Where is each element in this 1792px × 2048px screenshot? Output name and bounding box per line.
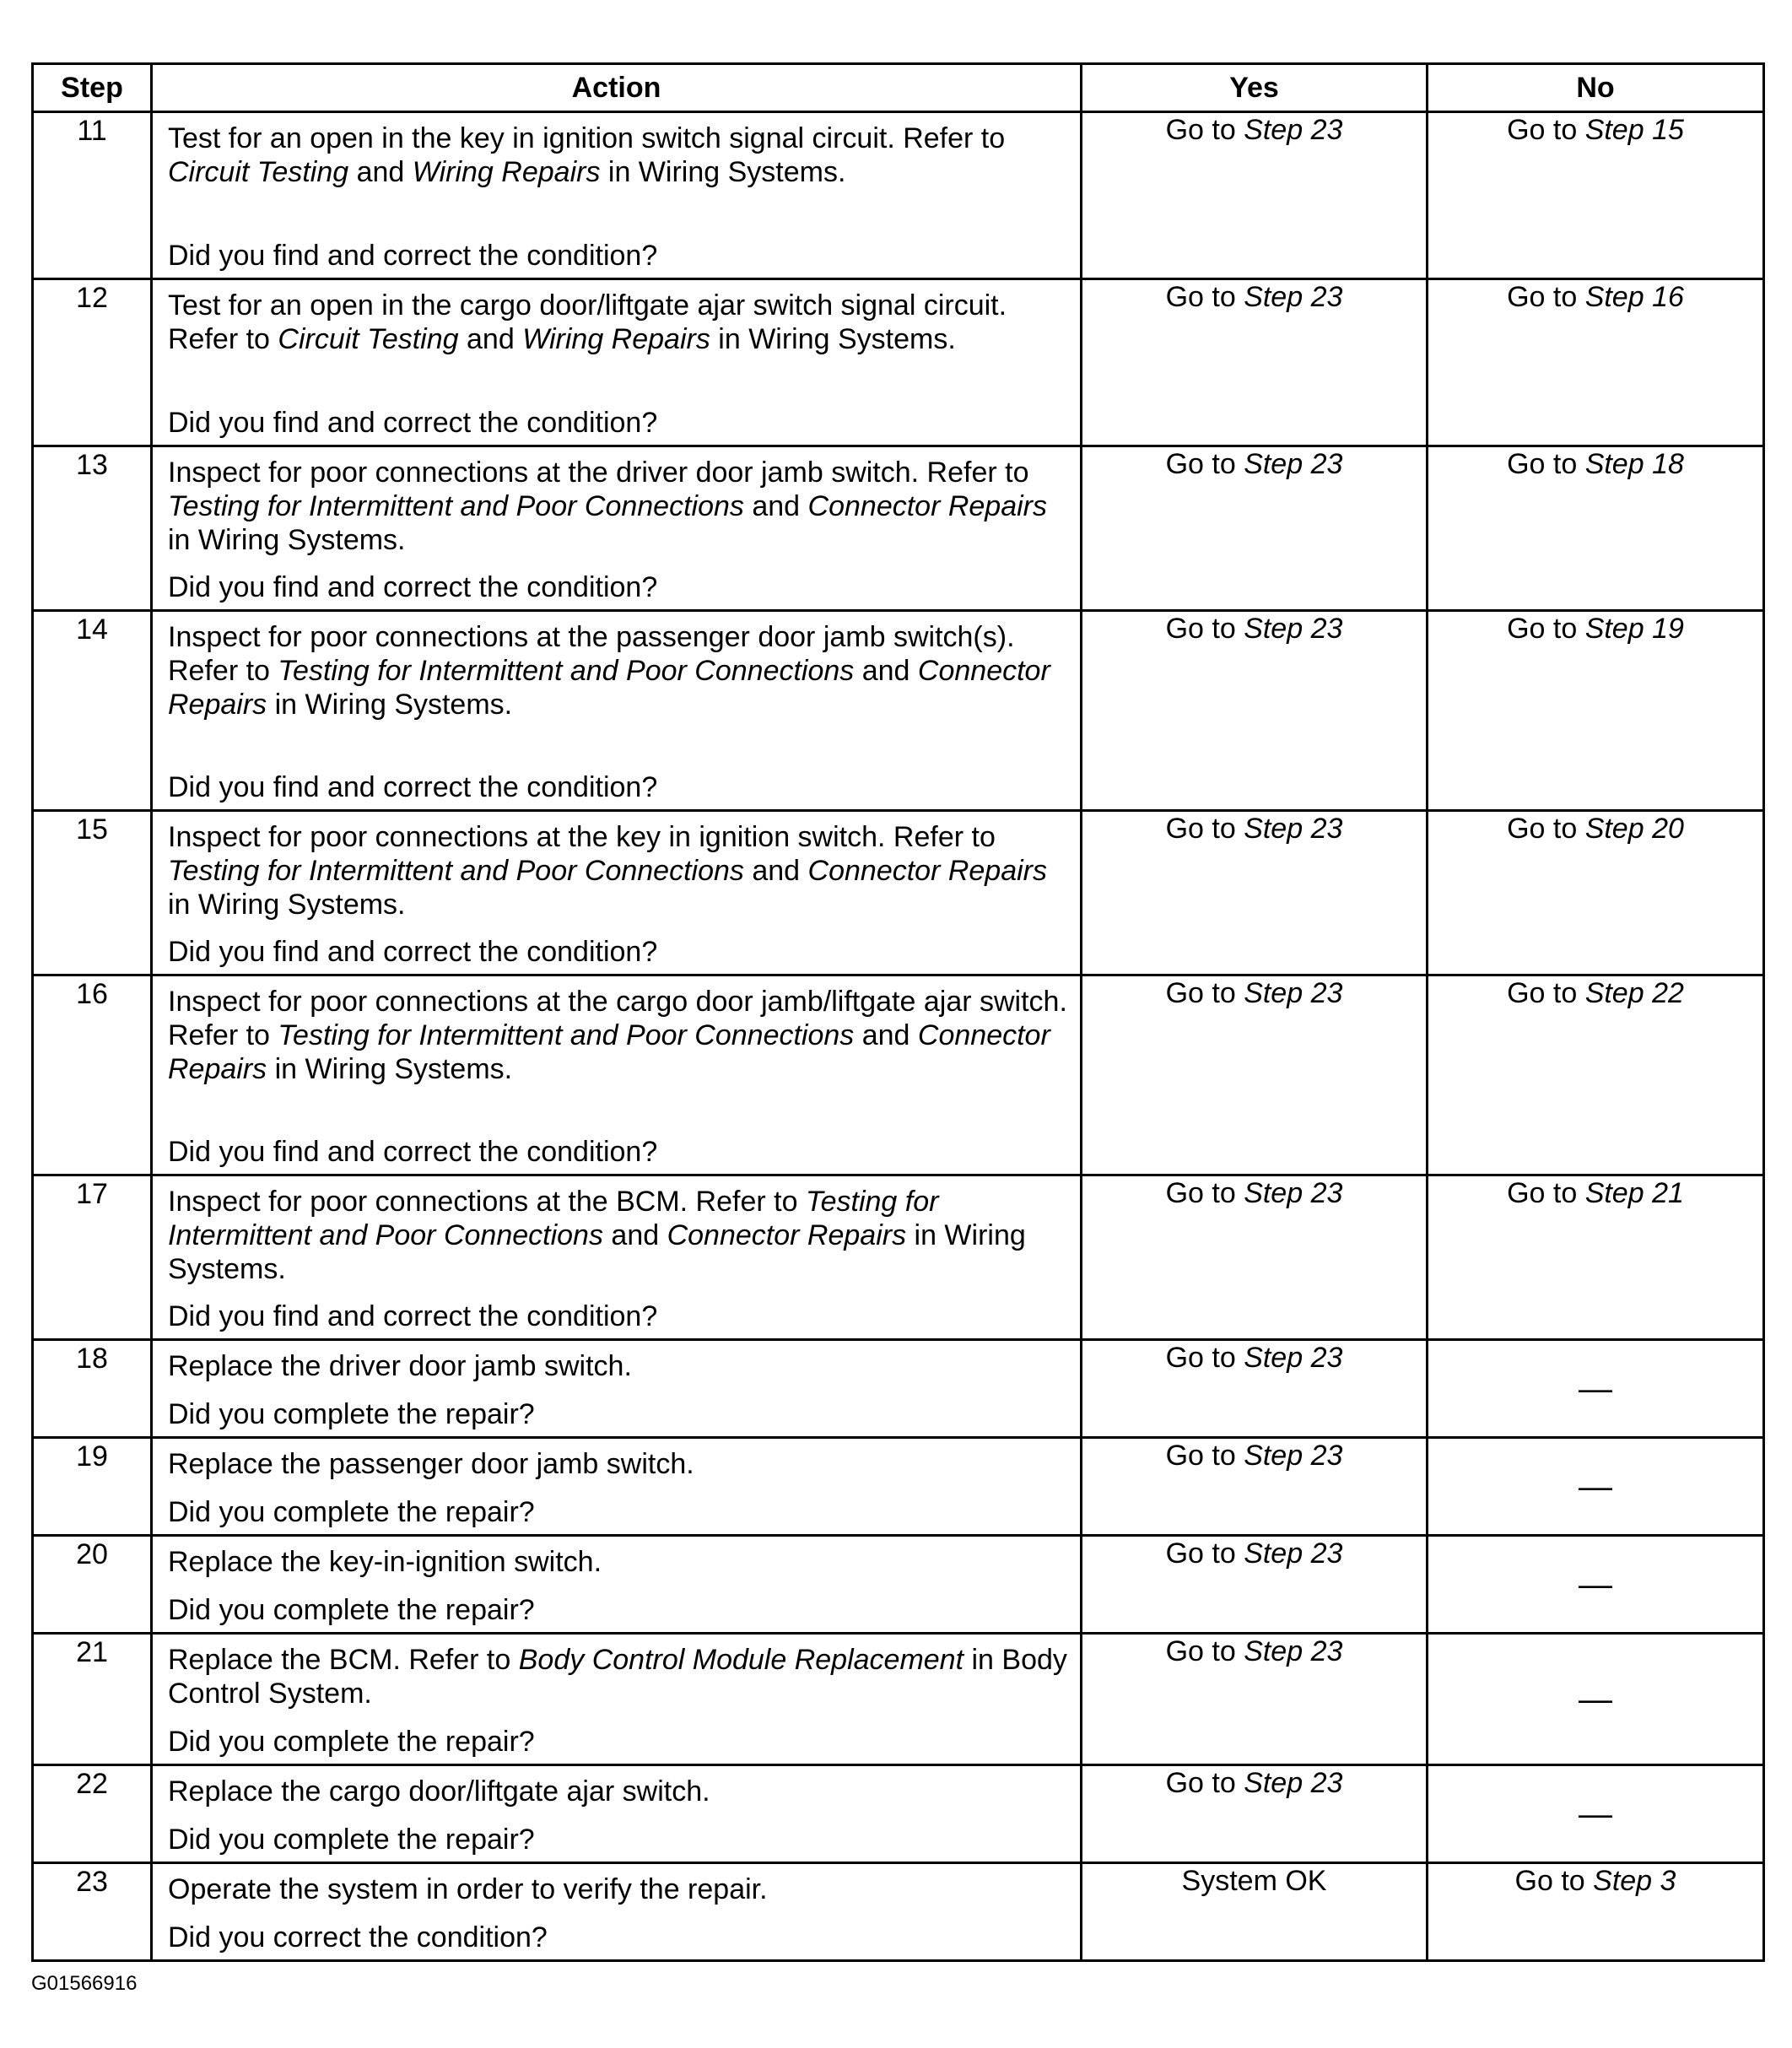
yes-outcome-text: Go to: [1165, 1537, 1244, 1570]
no-outcome: [1428, 611, 1764, 811]
instruction-text: Replace the key-in-ignition switch.: [168, 1546, 602, 1578]
action-question: Did you complete the repair?: [168, 1398, 535, 1430]
instruction-text: and: [602, 1219, 667, 1251]
no-outcome: [1428, 1536, 1764, 1634]
instruction-text: Replace the passenger door jamb switch.: [168, 1448, 694, 1480]
no-step-reference: Step 21: [1584, 1177, 1684, 1209]
no-outcome: [1428, 1340, 1764, 1438]
yes-outcome-text: Go to: [1165, 1635, 1244, 1667]
no-outcome-text: Go to: [1507, 114, 1585, 146]
instruction-text: in Body Control System.: [168, 1644, 1067, 1710]
no-step-reference: Step 20: [1584, 813, 1684, 845]
action-cell: [152, 811, 1082, 975]
action-instruction: [168, 1341, 1070, 1383]
reference-text: Testing for Intermittent and Poor Connections: [168, 1186, 939, 1251]
no-outcome: [1428, 811, 1764, 975]
instruction-text: Test for an open in the cargo door/liftgate ajar switch signal circuit. Refer to: [168, 289, 1007, 355]
table-row: [33, 611, 1764, 811]
no-outcome: [1428, 1634, 1764, 1765]
header-step: Step: [33, 64, 152, 112]
action-question: Did you complete the repair?: [168, 1726, 535, 1758]
no-outcome: [1428, 112, 1764, 279]
instruction-text: and: [348, 156, 413, 188]
no-step-reference: Step 19: [1584, 613, 1684, 645]
action-cell: [152, 975, 1082, 1175]
yes-outcome: [1082, 1340, 1428, 1438]
step-number: 14: [33, 611, 152, 811]
table-row: [33, 112, 1764, 279]
instruction-text: Operate the system in order to verify the repair.: [168, 1873, 768, 1905]
reference-text: Testing for Intermittent and Poor Connections: [168, 490, 744, 522]
action-question: Did you find and correct the condition?: [168, 936, 658, 968]
no-outcome-text: Go to: [1507, 813, 1585, 845]
yes-outcome: [1082, 1765, 1428, 1863]
yes-outcome: [1082, 1634, 1428, 1765]
table-row: [33, 1438, 1764, 1536]
action-instruction: [168, 612, 1070, 721]
instruction-text: Inspect for poor connections at the driver door jamb switch. Refer to: [168, 457, 1029, 489]
reference-text: Connector Repairs: [807, 490, 1048, 522]
yes-outcome-text: Go to: [1165, 813, 1244, 845]
diagnostic-table: [31, 62, 1765, 1962]
yes-outcome-text: Go to: [1165, 1767, 1244, 1799]
yes-outcome: [1082, 611, 1428, 811]
yes-outcome-text: Go to: [1165, 1342, 1244, 1374]
action-question: Did you find and correct the condition?: [168, 407, 658, 439]
yes-step-reference: Step 23: [1244, 1537, 1343, 1570]
step-number: 22: [33, 1765, 152, 1863]
reference-text: Connector Repairs: [807, 855, 1048, 887]
yes-outcome: [1082, 1536, 1428, 1634]
instruction-text: in Wiring Systems.: [267, 1053, 513, 1085]
no-outcome-text: —: [1579, 1565, 1612, 1603]
reference-text: Testing for Intermittent and Poor Connections: [278, 1019, 855, 1051]
yes-outcome: [1082, 279, 1428, 446]
step-number: 13: [33, 446, 152, 611]
figure-id: G01566916: [31, 1972, 138, 1995]
action-instruction: [168, 976, 1070, 1086]
action-instruction: [168, 1537, 1070, 1579]
yes-outcome: [1082, 975, 1428, 1175]
yes-outcome-text: Go to: [1165, 1177, 1244, 1209]
yes-step-reference: Step 23: [1244, 1635, 1343, 1667]
instruction-text: in Wiring Systems.: [710, 323, 956, 355]
action-question: Did you find and correct the condition?: [168, 771, 658, 803]
action-question: Did you find and correct the condition?: [168, 240, 658, 272]
instruction-text: Inspect for poor connections at the cargo door jamb/liftgate ajar switch. Refer to: [168, 986, 1067, 1051]
instruction-text: in Wiring Systems.: [168, 1219, 1026, 1285]
step-number: 12: [33, 279, 152, 446]
no-outcome: [1428, 975, 1764, 1175]
reference-text: Body Control Module Replacement: [518, 1644, 964, 1676]
action-cell: [152, 1634, 1082, 1765]
no-step-reference: Step 16: [1584, 281, 1684, 313]
no-outcome: [1428, 1863, 1764, 1961]
yes-step-reference: Step 23: [1244, 813, 1343, 845]
yes-outcome-text: System OK: [1181, 1865, 1327, 1897]
no-outcome-text: Go to: [1507, 448, 1585, 480]
table-row: [33, 1175, 1764, 1340]
instruction-text: Replace the driver door jamb switch.: [168, 1350, 632, 1382]
reference-text: Circuit Testing: [168, 156, 349, 188]
table-row: [33, 279, 1764, 446]
no-outcome: [1428, 1175, 1764, 1340]
instruction-text: and: [743, 855, 808, 887]
step-number: 19: [33, 1438, 152, 1536]
yes-outcome-text: Go to: [1165, 281, 1244, 313]
table-row: [33, 975, 1764, 1175]
step-number: 16: [33, 975, 152, 1175]
no-outcome-text: —: [1579, 1795, 1612, 1833]
yes-outcome: [1082, 811, 1428, 975]
yes-step-reference: Step 23: [1244, 613, 1343, 645]
no-outcome: [1428, 446, 1764, 611]
action-cell: [152, 1438, 1082, 1536]
table-header-row: [33, 64, 1764, 112]
action-instruction: [168, 1176, 1070, 1286]
yes-step-reference: Step 23: [1244, 1177, 1343, 1209]
step-number: 23: [33, 1863, 152, 1961]
instruction-text: Replace the BCM. Refer to: [168, 1644, 519, 1676]
reference-text: Circuit Testing: [278, 323, 459, 355]
instruction-text: Inspect for poor connections at the key in ignition switch. Refer to: [168, 821, 996, 853]
action-cell: [152, 279, 1082, 446]
action-cell: [152, 1536, 1082, 1634]
header-action: Action: [152, 64, 1082, 112]
yes-step-reference: Step 23: [1244, 977, 1343, 1009]
no-outcome-text: Go to: [1507, 977, 1585, 1009]
action-instruction: [168, 1439, 1070, 1481]
reference-text: Connector Repairs: [667, 1219, 907, 1251]
yes-outcome: [1082, 112, 1428, 279]
no-outcome-text: —: [1579, 1680, 1612, 1718]
no-step-reference: Step 18: [1584, 448, 1684, 480]
no-outcome-text: Go to: [1507, 613, 1585, 645]
table-row: [33, 1634, 1764, 1765]
instruction-text: in Wiring Systems.: [600, 156, 846, 188]
action-instruction: [168, 812, 1070, 921]
yes-step-reference: Step 23: [1244, 1440, 1343, 1472]
table-row: [33, 1765, 1764, 1863]
no-step-reference: Step 22: [1584, 977, 1684, 1009]
table-row: [33, 1863, 1764, 1961]
no-outcome: [1428, 279, 1764, 446]
yes-outcome-text: Go to: [1165, 114, 1244, 146]
no-outcome-text: —: [1579, 1467, 1612, 1505]
yes-step-reference: Step 23: [1244, 1767, 1343, 1799]
table-row: [33, 811, 1764, 975]
step-number: 15: [33, 811, 152, 975]
step-number: 11: [33, 112, 152, 279]
no-outcome: [1428, 1765, 1764, 1863]
action-question: Did you complete the repair?: [168, 1824, 535, 1856]
yes-outcome: [1082, 446, 1428, 611]
reference-text: Connector Repairs: [168, 1019, 1050, 1085]
action-cell: [152, 1175, 1082, 1340]
no-step-reference: Step 15: [1584, 114, 1684, 146]
action-instruction: [168, 447, 1070, 557]
action-instruction: [168, 280, 1070, 356]
action-instruction: [168, 1864, 1070, 1906]
instruction-text: and: [458, 323, 523, 355]
step-number: 18: [33, 1340, 152, 1438]
action-question: Did you find and correct the condition?: [168, 1300, 658, 1332]
instruction-text: and: [743, 490, 808, 522]
instruction-text: and: [854, 1019, 918, 1051]
step-number: 17: [33, 1175, 152, 1340]
yes-outcome-text: Go to: [1165, 1440, 1244, 1472]
table-row: [33, 1536, 1764, 1634]
no-outcome-text: —: [1579, 1370, 1612, 1408]
yes-step-reference: Step 23: [1244, 448, 1343, 480]
action-question: Did you correct the condition?: [168, 1921, 548, 1953]
yes-step-reference: Step 23: [1244, 114, 1343, 146]
no-outcome-text: Go to: [1507, 1177, 1585, 1209]
no-step-reference: Step 3: [1593, 1865, 1676, 1897]
action-cell: [152, 611, 1082, 811]
yes-outcome: [1082, 1438, 1428, 1536]
table-row: [33, 446, 1764, 611]
instruction-text: Test for an open in the key in ignition switch signal circuit. Refer to: [168, 122, 1006, 154]
action-cell: [152, 1765, 1082, 1863]
action-cell: [152, 1340, 1082, 1438]
yes-outcome-text: Go to: [1165, 613, 1244, 645]
action-instruction: [168, 1766, 1070, 1808]
action-question: Did you find and correct the condition?: [168, 1136, 658, 1168]
no-outcome-text: Go to: [1514, 1865, 1594, 1897]
reference-text: Connector Repairs: [168, 655, 1050, 721]
instruction-text: Replace the cargo door/liftgate ajar switch.: [168, 1775, 710, 1808]
instruction-text: in Wiring Systems.: [168, 889, 406, 921]
yes-outcome-text: Go to: [1165, 977, 1244, 1009]
header-no: No: [1428, 64, 1764, 112]
action-cell: [152, 112, 1082, 279]
reference-text: Testing for Intermittent and Poor Connections: [278, 655, 855, 687]
no-outcome-text: Go to: [1507, 281, 1585, 313]
action-question: Did you complete the repair?: [168, 1594, 535, 1626]
yes-outcome: [1082, 1863, 1428, 1961]
instruction-text: in Wiring Systems.: [267, 689, 513, 721]
instruction-text: Inspect for poor connections at the passenger door jamb switch(s). Refer to: [168, 621, 1015, 687]
header-yes: Yes: [1082, 64, 1428, 112]
action-question: Did you find and correct the condition?: [168, 571, 658, 603]
yes-step-reference: Step 23: [1244, 281, 1343, 313]
yes-outcome-text: Go to: [1165, 448, 1244, 480]
table-row: [33, 1340, 1764, 1438]
action-cell: [152, 1863, 1082, 1961]
reference-text: Testing for Intermittent and Poor Connections: [168, 855, 744, 887]
step-number: 20: [33, 1536, 152, 1634]
no-outcome: [1428, 1438, 1764, 1536]
instruction-text: in Wiring Systems.: [168, 524, 406, 556]
step-number: 21: [33, 1634, 152, 1765]
instruction-text: and: [854, 655, 918, 687]
action-cell: [152, 446, 1082, 611]
yes-outcome: [1082, 1175, 1428, 1340]
action-question: Did you complete the repair?: [168, 1496, 535, 1528]
instruction-text: Inspect for poor connections at the BCM. Refer to: [168, 1186, 806, 1218]
action-instruction: [168, 113, 1070, 189]
action-instruction: [168, 1635, 1070, 1710]
yes-step-reference: Step 23: [1244, 1342, 1343, 1374]
reference-text: Wiring Repairs: [412, 156, 601, 188]
reference-text: Wiring Repairs: [522, 323, 710, 355]
